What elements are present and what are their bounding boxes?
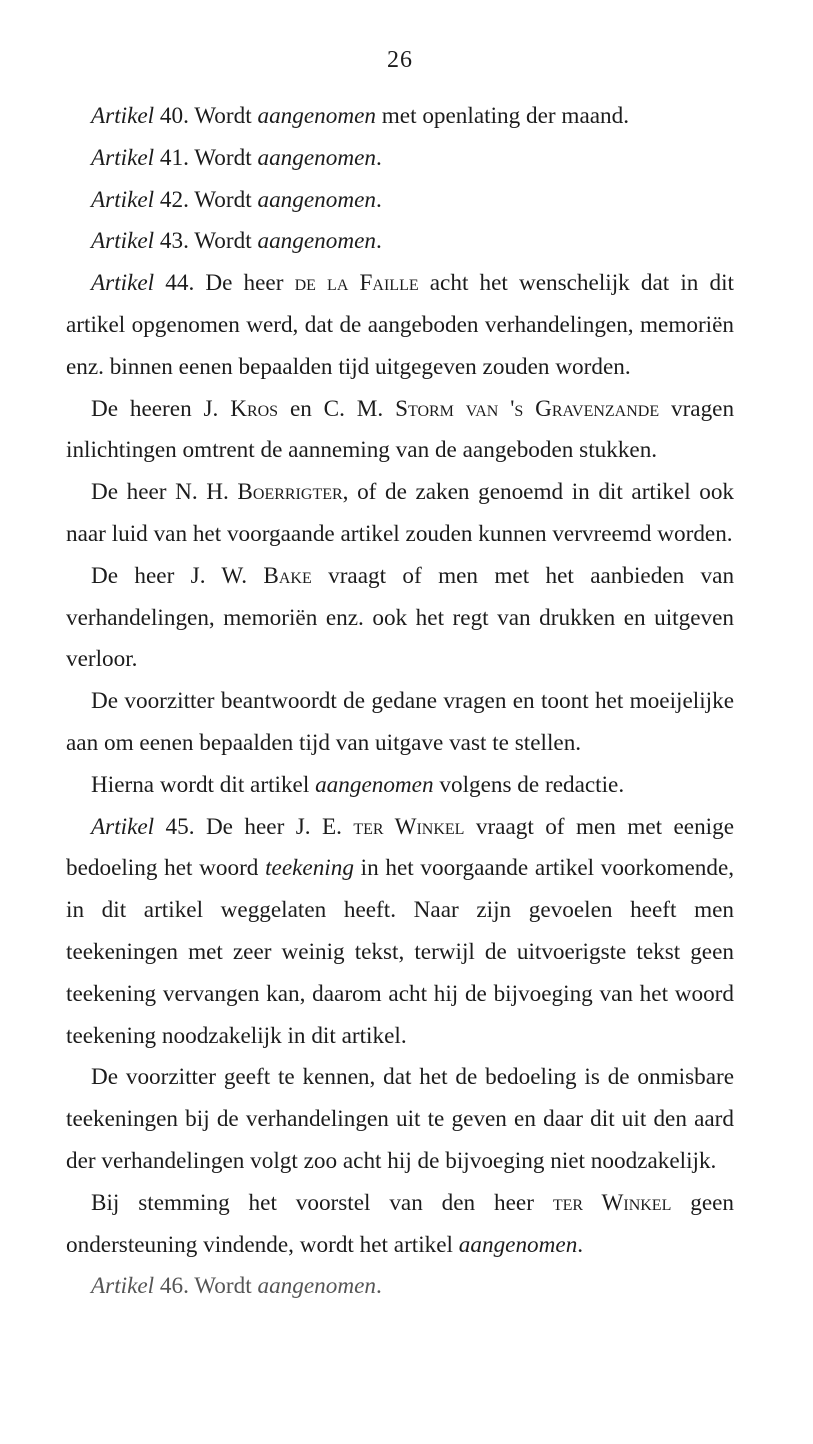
text-run: De heer J. W. bbox=[91, 562, 247, 589]
person-name: Boerrigter bbox=[237, 479, 343, 506]
text-run: Wordt bbox=[194, 103, 252, 129]
text-run: . bbox=[375, 186, 382, 213]
article-number: 44. bbox=[165, 270, 195, 297]
text-run: De heer bbox=[205, 270, 284, 297]
adopted-term: aangenomen bbox=[315, 771, 434, 798]
article-label: Artikel bbox=[91, 1273, 155, 1300]
adopted-term: aangenomen bbox=[257, 144, 376, 171]
text-run: De heer N. H. bbox=[91, 479, 229, 506]
text-run: volgens de redactie. bbox=[439, 771, 625, 798]
text-run: Hierna wordt dit artikel bbox=[91, 771, 310, 798]
person-name: ter Winkel bbox=[353, 813, 465, 840]
article-number: 45. bbox=[165, 813, 195, 840]
text-run: vraagt of men met het aanbieden van verhandelingen, memoriën enz. ook het regt van drukken en uitgeven verloor. bbox=[66, 562, 735, 673]
text-run: Wordt bbox=[194, 228, 252, 255]
emphasized-word: teekening bbox=[265, 855, 354, 882]
article-number: 43. bbox=[159, 228, 189, 255]
person-name: de la Faille bbox=[294, 270, 419, 297]
article-label: Artikel bbox=[91, 186, 155, 213]
article-label: Artikel bbox=[91, 144, 155, 171]
adopted-term: aangenomen bbox=[458, 1231, 578, 1258]
text-run: met openlating der maand. bbox=[375, 103, 630, 129]
text-run: . bbox=[577, 1231, 584, 1258]
article-label: Artikel bbox=[91, 813, 155, 840]
article-number: 46. bbox=[159, 1273, 189, 1300]
person-name: ter Winkel bbox=[552, 1189, 672, 1216]
text-run: Wordt bbox=[194, 1273, 252, 1300]
article-label: Artikel bbox=[91, 270, 155, 297]
text-run: Bij stemming het voorstel van den heer bbox=[91, 1189, 534, 1216]
paragraph-stemming bbox=[66, 1183, 734, 1267]
text-run: en C. M. bbox=[289, 395, 384, 422]
text-run: De heer J. E. bbox=[205, 813, 342, 840]
paragraph-artikel-44 bbox=[66, 263, 734, 388]
paragraph-artikel-42 bbox=[66, 180, 734, 222]
text-run: De heeren J. bbox=[91, 395, 219, 422]
paragraph-artikel-46 bbox=[66, 1266, 734, 1308]
text-run: De voorzitter beantwoordt de gedane vragen en toont het moeijelijke aan om eenen bepaalden tijd van uitgave vast te stellen. bbox=[66, 688, 734, 756]
paragraph-artikel-43 bbox=[66, 221, 734, 263]
text-run: Wordt bbox=[194, 186, 252, 213]
text-run: De voorzitter geeft te kennen, dat het de bedoeling is de onmisbare teekeningen bij de verhandelingen uit te geven en daar dit uit den aard der verhandelingen volgt zoo acht hij de bijvoeging niet noodzakelijk. bbox=[66, 1064, 734, 1174]
text-run: vragen inlichtingen omtrent de aanneming van de aangeboden stukken. bbox=[66, 395, 735, 464]
adopted-term: aangenomen bbox=[257, 103, 376, 129]
paragraph-artikel-41 bbox=[66, 138, 734, 180]
paragraph-hierna bbox=[66, 765, 734, 807]
article-label: Artikel bbox=[91, 103, 155, 129]
paragraph-boerrigter bbox=[66, 472, 734, 556]
text-run: acht het wenschelijk dat in dit artikel opgenomen werd, dat de aangeboden verhandelingen, memoriën enz. binnen eenen bepaalden tijd uitgegeven zouden worden. bbox=[66, 270, 734, 380]
paragraph-voorzitter-2 bbox=[66, 1057, 734, 1182]
article-number: 41. bbox=[159, 144, 189, 171]
text-run: Wordt bbox=[194, 144, 252, 171]
paragraph-voorzitter-1 bbox=[66, 681, 734, 765]
person-name: Bake bbox=[263, 562, 312, 589]
article-number: 40. bbox=[159, 103, 189, 129]
article-number: 42. bbox=[159, 186, 189, 213]
adopted-term: aangenomen bbox=[257, 228, 376, 255]
document-page bbox=[66, 40, 734, 1308]
person-name: Storm van 's Gravenzande bbox=[395, 395, 660, 422]
article-list bbox=[66, 96, 734, 263]
text-run: geen ondersteuning vindende, wordt het artikel bbox=[66, 1189, 735, 1258]
text-run: vraagt of men met eenige bedoeling het woord bbox=[66, 813, 734, 882]
person-name: Kros bbox=[230, 395, 279, 422]
article-label: Artikel bbox=[91, 228, 155, 255]
paragraph-artikel-40 bbox=[66, 96, 734, 138]
paragraph-artikel-45 bbox=[66, 807, 734, 1058]
text-run: in het voorgaande artikel voorkomende, in dit artikel weggelaten heeft. Naar zijn gevoelen heeft men teekeningen met zeer weinig tekst, terwijl de uitvoerigste tekst geen teekening vervangen kan, daarom acht hij de bijvoeging van het woord teekening noodzakelijk in dit artikel. bbox=[66, 855, 735, 1049]
text-run: . bbox=[375, 144, 382, 171]
text-run: . bbox=[375, 228, 382, 255]
adopted-term: aangenomen bbox=[257, 186, 376, 213]
paragraph-bake bbox=[66, 556, 734, 681]
text-run: . bbox=[375, 1273, 382, 1300]
adopted-term: aangenomen bbox=[257, 1273, 376, 1300]
page-number: 26 bbox=[387, 47, 413, 73]
paragraph-kros-storm bbox=[66, 389, 734, 473]
text-run: , of de zaken genoemd in dit artikel ook naar luid van het voorgaande artikel zouden kunnen vervreemd worden. bbox=[66, 479, 735, 547]
